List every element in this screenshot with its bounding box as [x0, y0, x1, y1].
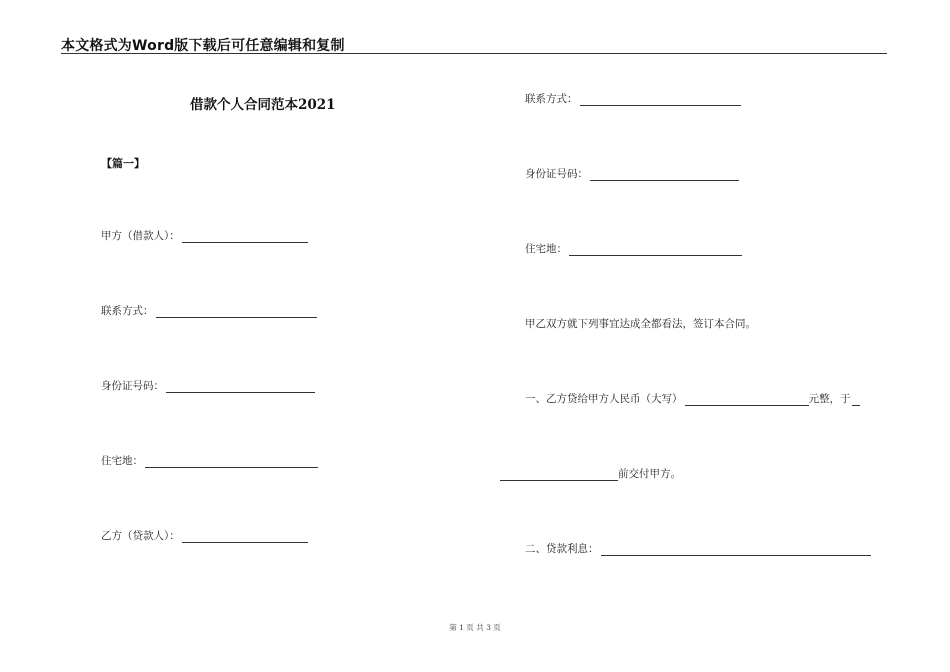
- page-header: [61, 35, 887, 54]
- field-label: 联系方式：: [101, 305, 154, 317]
- clause-2-label: 二、贷款利息：: [525, 543, 599, 555]
- field-label: 住宅地：: [525, 243, 567, 255]
- date-blank-start[interactable]: [852, 394, 860, 406]
- clause-1-prefix: 一、乙方贷给甲方人民币（大写）: [525, 393, 683, 405]
- fill-blank[interactable]: [156, 306, 317, 318]
- fill-blank[interactable]: [145, 456, 318, 468]
- field-party-b-contact: [525, 92, 741, 106]
- clause-2: [525, 542, 871, 556]
- clause-1-suffix: 前交付甲方。: [618, 468, 681, 480]
- fill-blank[interactable]: [166, 381, 315, 393]
- field-party-a-address: [101, 454, 318, 468]
- page-footer: 第 1 页 共 3 页: [449, 623, 501, 632]
- agreement-sentence: 甲乙双方就下列事宜达成全都看法，签订本合同。: [525, 318, 756, 330]
- field-label: 联系方式：: [525, 93, 578, 105]
- document-title: 借款个人合同范本2021: [190, 97, 336, 113]
- field-party-a-id: [101, 379, 315, 393]
- interest-blank[interactable]: [601, 544, 871, 556]
- fill-blank[interactable]: [590, 169, 739, 181]
- fill-blank[interactable]: [182, 531, 308, 543]
- clause-1-mid: 元整，于: [808, 393, 851, 405]
- field-label: 住宅地：: [101, 455, 143, 467]
- field-label: 乙方（贷款人）：: [101, 530, 180, 542]
- field-party-a: [101, 229, 308, 243]
- date-blank[interactable]: [500, 469, 618, 481]
- section-label: 【篇一】: [101, 157, 145, 170]
- agreement-text: [525, 317, 756, 331]
- clause-1-continued: [500, 467, 681, 481]
- header-text: 本文格式为Word版下载后可任意编辑和复制: [61, 38, 345, 54]
- fill-blank[interactable]: [580, 94, 741, 106]
- amount-blank[interactable]: [685, 394, 809, 406]
- field-label: 甲方（借款人）：: [101, 230, 180, 242]
- field-label: 身份证号码：: [101, 380, 164, 392]
- fill-blank[interactable]: [569, 244, 742, 256]
- field-party-b: [101, 529, 308, 543]
- field-party-a-contact: [101, 304, 317, 318]
- fill-blank[interactable]: [182, 231, 308, 243]
- field-party-b-id: [525, 167, 739, 181]
- field-label: 身份证号码：: [525, 168, 588, 180]
- field-party-b-address: [525, 242, 742, 256]
- clause-1: [525, 392, 860, 406]
